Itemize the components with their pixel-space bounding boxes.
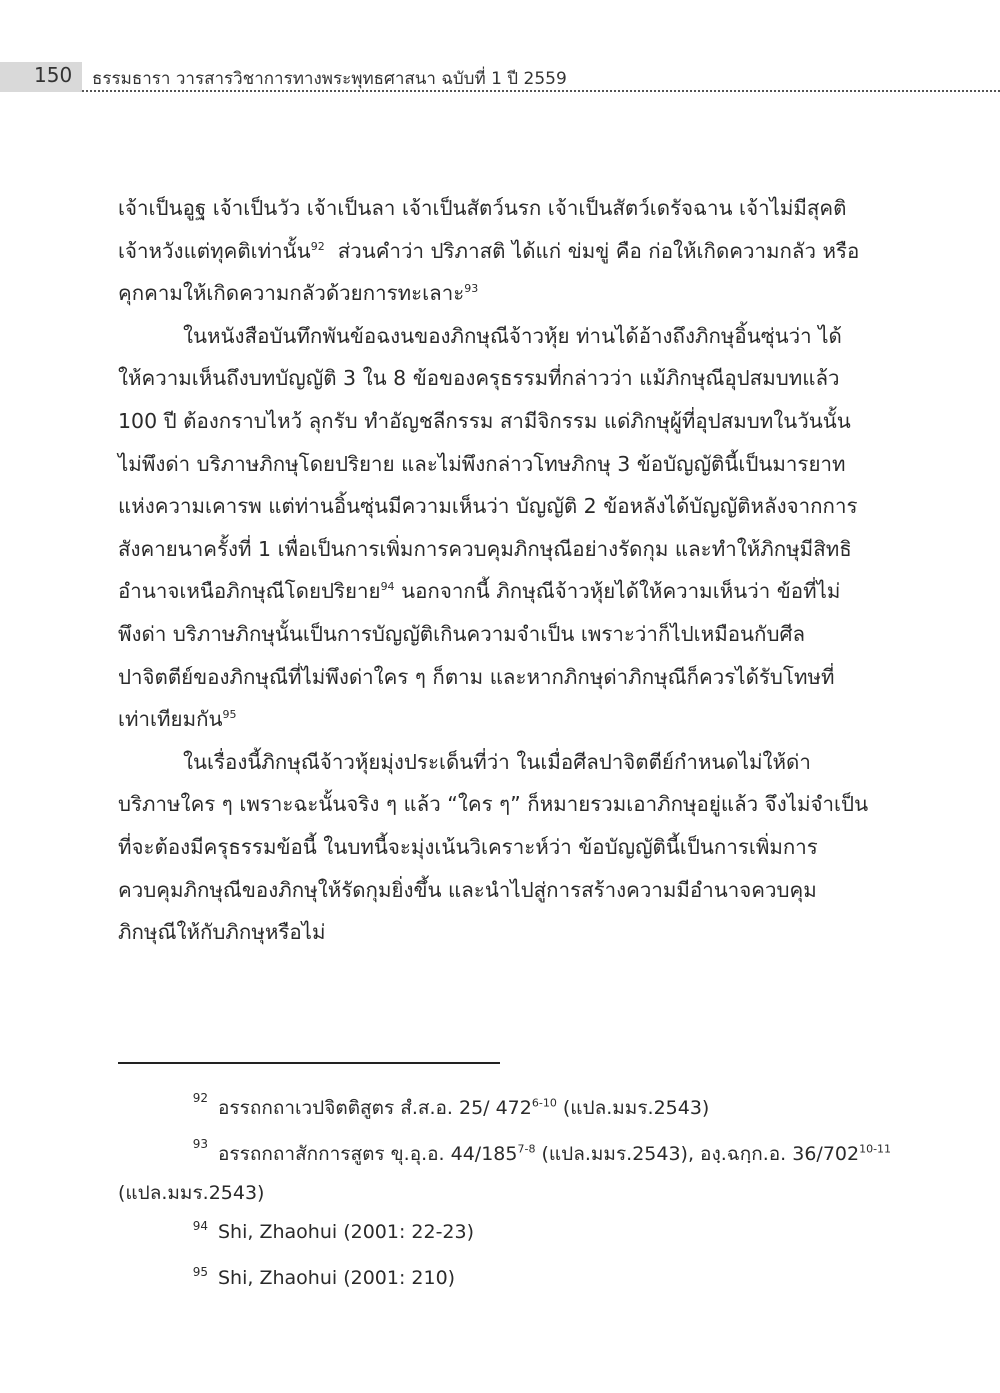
footnote-number: 93: [192, 1137, 208, 1151]
footnote-92: 92 อรรถกถาเวปจิตติสูตร สํ.ส.อ. 25/ 472$^{6-10}$ (แปล.มมร.2543): [118, 1093, 884, 1123]
text-line: อำนาจเหนือภิกษุณีโดยปริยาย$^{94}$ นอกจากนี้ ภิกษุณีจ้าวหุ้ยได้ให้ความเห็นว่า ข้อที่ไม่: [118, 579, 841, 604]
text-line: ในหนังสือบันทึกพันข้อฉงนของภิกษุณีจ้าวหุ้ย ท่านได้อ้างถึงภิกษุอิ้นซุ่นว่า ได้: [183, 323, 842, 348]
footnote-93: 93 อรรถกถาสักการสูตร ขุ.อุ.อ. 44/185$^{7-8}$ (แปล.มมร.2543), องฺ.ฉกฺก.อ. 36/702$^{10-11}$: [118, 1139, 884, 1169]
text-line: บริภาษใคร ๆ เพราะฉะนั้นจริง ๆ แล้ว “ใคร ๆ” ก็หมายรวมเอาภิกษุอยู่แล้ว จึงไม่จำเป็น: [118, 792, 869, 817]
text-line: สังคายนาครั้งที่ 1 เพื่อเป็นการเพิ่มการควบคุมภิกษุณีอย่างรัดกุม และทำให้ภิกษุมีสิทธิ: [118, 536, 852, 561]
paragraph-3: [118, 741, 884, 954]
footnote-94: 94 Shi, Zhaohui (2001: 22-23): [118, 1221, 884, 1243]
text-line: แห่งความเคารพ แต่ท่านอิ้นซุ่นมีความเห็นว่า บัญญัติ 2 ข้อหลังได้บัญญัติหลังจากการ: [118, 494, 858, 519]
footnote-ref-93[interactable]: 93: [464, 282, 479, 296]
text-line: ในเรื่องนี้ภิกษุณีจ้าวหุ้ยมุ่งประเด็นที่ว่า ในเมื่อศีลปาจิตตีย์กำหนดไม่ให้ด่า: [183, 749, 811, 774]
paragraph-1: [118, 187, 884, 315]
body-text: [118, 187, 884, 954]
text-line: 100 ปี ต้องกราบไหว้ ลุกรับ ทำอัญชลีกรรม สามีจิกรรม แด่ภิกษุผู้ที่อุปสมบทในวันนั้น: [118, 408, 851, 433]
footnote-ref-94[interactable]: 94: [380, 580, 395, 594]
footnote-number: 92: [192, 1091, 208, 1105]
footnote-ref-95[interactable]: 95: [222, 708, 237, 722]
page-number: 150: [34, 63, 73, 87]
footnote-ref-92[interactable]: 92: [310, 239, 325, 253]
footnote-95: 95 Shi, Zhaohui (2001: 210): [118, 1267, 884, 1289]
text-line: ภิกษุณีให้กับภิกษุหรือไม่: [118, 920, 326, 945]
header-dotted-rule: [82, 90, 1000, 92]
text-line: ให้ความเห็นถึงบทบัญญัติ 3 ใน 8 ข้อของครุธรรมที่กล่าวว่า แม้ภิกษุณีอุปสมบทแล้ว: [118, 366, 840, 391]
text-line: ปาจิตตีย์ของภิกษุณีที่ไม่พึงด่าใคร ๆ ก็ตาม และหากภิกษุด่าภิกษุณีก็ควรได้รับโทษที่: [118, 664, 835, 689]
text-line: ควบคุมภิกษุณีของภิกษุให้รัดกุมยิ่งขึ้น และนำไปสู่การสร้างความมีอำนาจควบคุม: [118, 877, 817, 902]
paragraph-2: [118, 315, 884, 741]
text-line: เจ้าหวังแต่ทุคติเท่านั้น$^{92}$ ส่วนคำว่า ปริภาสติ ได้แก่ ข่มขู่ คือ ก่อให้เกิดความกลัว หรือ: [118, 238, 860, 263]
text-line: พึงด่า บริภาษภิกษุนั้นเป็นการบัญญัติเกินความจำเป็น เพราะว่าก็ไปเหมือนกับศีล: [118, 621, 806, 646]
text-line: คุกคามให้เกิดความกลัวด้วยการทะเลาะ$^{93}$: [118, 281, 479, 306]
text-line: ไม่พึงด่า บริภาษภิกษุโดยปริยาย และไม่พึงกล่าวโทษภิกษุ 3 ข้อบัญญัตินี้เป็นมารยาท: [118, 451, 846, 476]
text-line: เท่าเทียมกัน$^{95}$: [118, 707, 237, 732]
footnote-93-continuation: (แปล.มมร.2543): [118, 1182, 265, 1204]
text-line: ที่จะต้องมีครุธรรมข้อนี้ ในบทนี้จะมุ่งเน้นวิเคราะห์ว่า ข้อบัญญัตินี้เป็นการเพิ่มการ: [118, 834, 818, 859]
text-line: เจ้าเป็นอูฐ เจ้าเป็นวัว เจ้าเป็นลา เจ้าเป็นสัตว์นรก เจ้าเป็นสัตว์เดรัจฉาน เจ้าไม่มีสุคติ: [118, 196, 847, 220]
footnote-number: 95: [192, 1265, 208, 1279]
running-title: ธรรมธารา วารสารวิชาการทางพระพุทธศาสนา ฉบับที่ 1 ปี 2559: [92, 69, 567, 89]
footnote-separator: [118, 1062, 500, 1064]
footnote-number: 94: [192, 1219, 208, 1233]
